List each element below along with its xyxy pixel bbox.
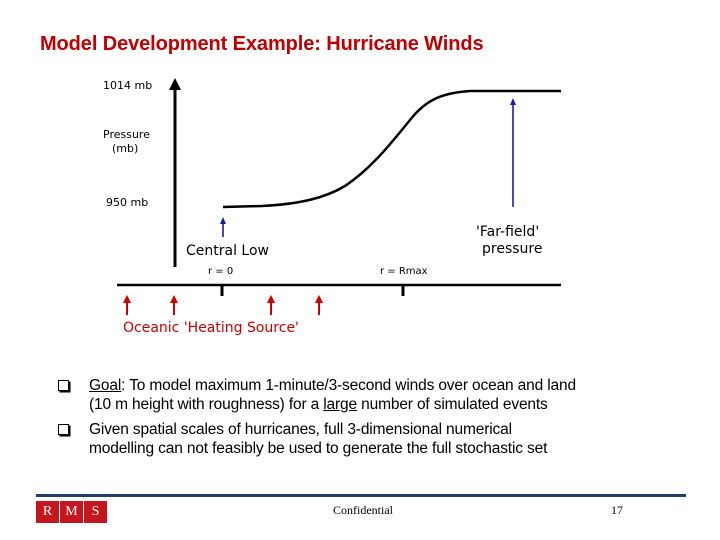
logo-letter: M	[60, 501, 83, 523]
far-field-arrow-icon	[510, 98, 516, 207]
heating-source-label: Oceanic 'Heating Source'	[123, 320, 299, 336]
bullet-text: number of simulated events	[356, 395, 548, 413]
checkbox-bullet-icon	[58, 424, 69, 435]
central-low-label: Central Low	[186, 243, 269, 259]
heating-arrow-icon	[170, 295, 178, 315]
rms-logo	[36, 501, 107, 523]
x-axis	[117, 285, 561, 296]
bullet-list	[72, 377, 712, 465]
bullet-text: modelling can not feasibly be used to generate the full stochastic set	[89, 439, 548, 457]
heating-arrows	[123, 295, 323, 315]
heating-arrow-icon	[123, 295, 131, 315]
checkbox-bullet-icon	[58, 380, 69, 391]
far-field-label: 'Far-field'	[476, 224, 540, 240]
bullet-text: (10 m height with roughness) for a	[89, 395, 324, 413]
bullet-spatial-scales	[72, 421, 712, 458]
y-axis-arrow-icon	[169, 78, 181, 90]
x-label-r0: r = 0	[208, 266, 234, 277]
x-label-rmax: r = Rmax	[380, 266, 428, 277]
heating-arrow-icon	[315, 295, 323, 315]
y-label-1014: 1014 mb	[103, 79, 153, 92]
y-axis-unit: (mb)	[112, 142, 139, 155]
large-emphasis: large	[323, 395, 357, 413]
bullet-goal	[72, 377, 712, 414]
y-label-950: 950 mb	[106, 196, 149, 209]
bullet-text: Given spatial scales of hurricanes, full 3-dimensional numerical	[89, 421, 512, 438]
bullet-text: : To model maximum 1-minute/3-second winds over ocean and land	[121, 377, 576, 394]
y-axis-title: Pressure	[103, 128, 150, 141]
logo-letter: S	[84, 501, 107, 523]
far-field-label-2: pressure	[482, 241, 543, 257]
footer-divider	[36, 494, 686, 497]
page-number: 17	[611, 503, 623, 517]
pressure-curve	[223, 91, 561, 207]
central-low-arrow-icon	[220, 217, 226, 237]
heating-arrow-icon	[267, 295, 275, 315]
y-axis	[169, 78, 181, 267]
slide-title: Model Development Example: Hurricane Winds	[40, 33, 484, 55]
confidential-label: Confidential	[333, 503, 393, 517]
logo-letter: R	[36, 501, 59, 523]
goal-label: Goal	[89, 377, 122, 394]
